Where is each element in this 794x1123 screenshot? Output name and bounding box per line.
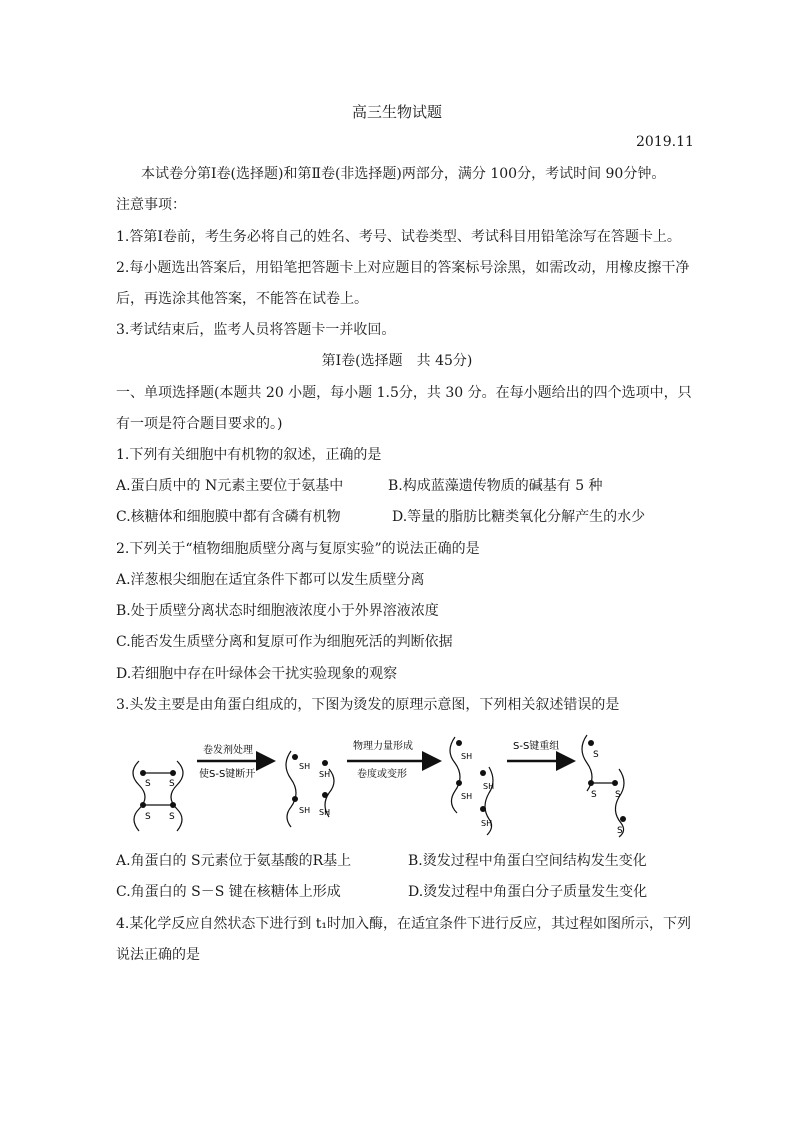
q2-option-c: C.能否发生质壁分离和复原可作为细胞死活的判断依据: [116, 634, 453, 650]
svg-text:SH: SH: [299, 806, 311, 815]
svg-text:SH: SH: [461, 752, 473, 761]
exam-date: 2019.11: [636, 134, 694, 150]
page-title: 高三生物试题: [351, 103, 442, 121]
q4-stem-cont: 说法正确的是: [116, 947, 200, 963]
stage3-strands: [450, 737, 494, 835]
section1-instructions-cont: 有一项是符合题目要求的。): [116, 416, 283, 432]
svg-text:S: S: [593, 750, 599, 760]
notice-item-2: 2.每小题选出答案后，用铅笔把答题卡上对应题目的答案标号涂黑，如需改动，用橡皮擦干净: [116, 260, 690, 276]
arrow-2-bottom-label: 卷度或变形: [357, 769, 407, 780]
svg-text:S: S: [591, 790, 597, 800]
svg-text:SH: SH: [481, 819, 493, 828]
perm-mechanism-diagram: [125, 733, 665, 838]
svg-text:SH: SH: [299, 762, 311, 771]
notice-heading: 注意事项：: [116, 197, 186, 213]
q3-option-b: B.烫发过程中角蛋白空间结构发生变化: [408, 853, 647, 869]
svg-text:SH: SH: [483, 782, 495, 791]
q3-option-c: C.角蛋白的 S－S 键在核糖体上形成: [116, 884, 341, 900]
svg-text:S: S: [617, 826, 623, 836]
q2-option-a: A.洋葱根尖细胞在适宜条件下都可以发生质壁分离: [116, 572, 425, 588]
arrow-3: [507, 739, 571, 761]
q1-option-a: A.蛋白质中的 N元素主要位于氨基中: [116, 478, 344, 494]
q3-stem: 3.头发主要是由角蛋白组成的，下图为烫发的原理示意图，下列相关叙述错误的是: [116, 697, 620, 713]
q3-option-d: D.烫发过程中角蛋白分子质量发生变化: [408, 884, 648, 900]
svg-text:SH: SH: [319, 808, 331, 817]
intro-text: 本试卷分第Ⅰ卷(选择题)和第Ⅱ卷(非选择题)两部分，满分 100分，考试时间 90分钟。: [141, 166, 666, 182]
q3-option-a: A.角蛋白的 S元素位于氨基酸的R基上: [116, 853, 352, 869]
q1-option-d: D.等量的脂肪比糖类氧化分解产生的水少: [392, 509, 646, 525]
stage1-strands: [133, 761, 183, 831]
notice-item-2-cont: 后，再选涂其他答案，不能答在试卷上。: [116, 291, 368, 307]
svg-text:S: S: [169, 779, 175, 789]
arrow-2-top-label: 物理力量形成: [353, 741, 413, 752]
stage1-s-label: S: [145, 779, 151, 789]
q1-option-b: B.构成蓝藻遗传物质的碱基有 5 种: [388, 478, 603, 494]
svg-text:SH: SH: [461, 792, 473, 801]
stage4-strands: [582, 735, 626, 837]
q2-option-b: B.处于质壁分离状态时细胞液浓度小于外界溶液浓度: [116, 603, 439, 619]
q1-stem: 1.下列有关细胞中有机物的叙述，正确的是: [116, 447, 382, 463]
section1-title: 第Ⅰ卷(选择题 共 45分): [321, 353, 473, 369]
q2-stem: 2.下列关于“植物细胞质壁分离与复原实验”的说法正确的是: [116, 541, 480, 557]
arrow-1: [197, 743, 271, 780]
q4-stem: 4.某化学反应自然状态下进行到 t₁时加入酶，在适宜条件下进行反应，其过程如图所示，下列: [116, 916, 692, 932]
q1-option-c: C.核糖体和细胞膜中都有含磷有机物: [116, 509, 341, 525]
arrow-1-top-label: 卷发剂处理: [203, 745, 253, 756]
arrow-2: [347, 739, 437, 780]
arrow-1-bottom-label: 使S-S键断开: [199, 769, 256, 780]
notice-item-3: 3.考试结束后，监考人员将答题卡一并收回。: [116, 322, 396, 338]
arrow-3-top-label: S-S键重组: [513, 741, 560, 752]
stage2-strands: [286, 751, 334, 827]
section1-instructions: 一、单项选择题(本题共 20 小题，每小题 1.5分，共 30 分。在每小题给出的四个选项中，只: [116, 385, 692, 401]
svg-text:S: S: [145, 812, 151, 822]
notice-item-1: 1.答第Ⅰ卷前，考生务必将自己的姓名、考号、试卷类型、考试科目用铅笔涂写在答题卡上。: [116, 229, 681, 245]
svg-text:S: S: [615, 790, 621, 800]
q2-option-d: D.若细胞中存在叶绿体会干扰实验现象的观察: [116, 666, 398, 682]
svg-text:SH: SH: [319, 770, 331, 779]
svg-text:S: S: [169, 812, 175, 822]
